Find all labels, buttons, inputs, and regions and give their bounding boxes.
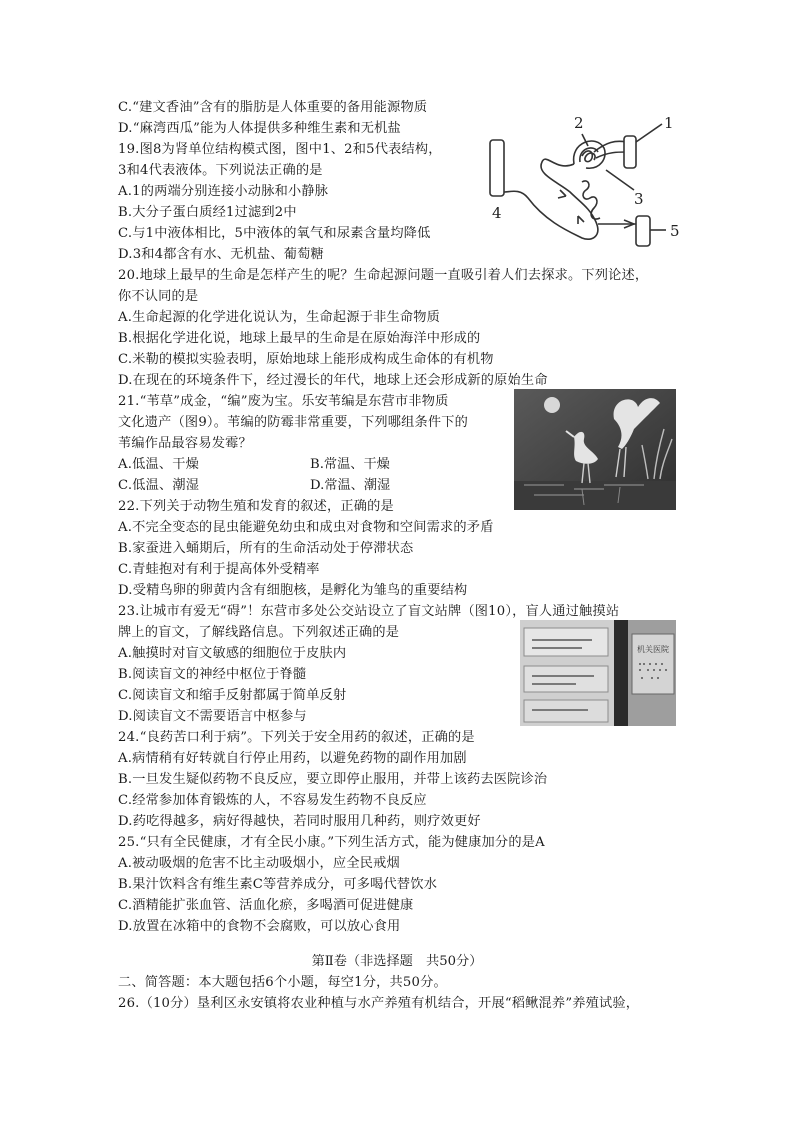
nephron-diagram	[486, 112, 706, 262]
q19-stem-2: 3和4代表液体。下列说法正确的是	[118, 163, 323, 178]
q26-stem: 26.（10分）垦利区永安镇将农业种植与水产养殖有机结合，开展“稻鳅混养”养殖试验，	[118, 996, 640, 1011]
q19-option-d: D.3和4都含有水、无机盐、葡萄糖	[118, 247, 324, 262]
q19-option-a: A.1的两端分别连接小动脉和小静脉	[118, 184, 329, 199]
q20-option-c: C.米勒的模拟实验表明，原始地球上能形成构成生命体的有机物	[118, 352, 494, 367]
q23-option-c: C.阅读盲文和缩手反射都属于简单反射	[118, 688, 347, 703]
q21-stem-2: 文化遗产（图9）。苇编的防霉非常重要，下列哪组条件下的	[118, 415, 469, 430]
q23-option-d: D.阅读盲文不需要语言中枢参与	[118, 709, 307, 724]
q20-stem-2: 你不认同的是	[118, 289, 199, 304]
q21-stem-1: 21.“苇草”成金，“编”废为宝。乐安苇编是东营市非物质	[118, 394, 449, 409]
q23-option-b: B.阅读盲文的神经中枢位于脊髓	[118, 667, 307, 682]
q19-stem-1: 19.图8为肾单位结构模式图，图中1、2和5代表结构，	[118, 142, 442, 157]
q25-stem: 25.“只有全民健康，才有全民小康。”下列生活方式，能为健康加分的是A	[118, 835, 545, 850]
q24-stem: 24.“良药苦口利于病”。下列关于安全用药的叙述，正确的是	[118, 730, 475, 745]
braille-sign-photo	[520, 620, 676, 726]
q19-option-c: C.与1中液体相比，5中液体的氧气和尿素含量均降低	[118, 226, 431, 241]
q22-option-d: D.受精鸟卵的卵黄内含有细胞核，是孵化为雏鸟的重要结构	[118, 583, 468, 598]
label-2: 2	[574, 114, 584, 132]
section-instructions: 二、简答题：本大题包括6个小题，每空1分，共50分。	[118, 975, 447, 990]
q25-option-d: D.放置在冰箱中的食物不会腐败，可以放心食用	[118, 919, 401, 934]
q22-stem: 22.下列关于动物生殖和发育的叙述，正确的是	[118, 499, 394, 514]
q25-option-a: A.被动吸烟的危害不比主动吸烟小，应全民戒烟	[118, 856, 400, 871]
q24-option-c: C.经常参加体育锻炼的人，不容易发生药物不良反应	[118, 793, 427, 808]
q25-option-c: C.酒精能扩张血管、活血化瘀，多喝酒可促进健康	[118, 898, 414, 913]
label-3: 3	[634, 190, 644, 208]
q20-option-b: B.根据化学进化说，地球上最早的生命是在原始海洋中形成的	[118, 331, 481, 346]
q25-option-b: B.果汁饮料含有维生素C等营养成分，可多喝代替饮水	[118, 877, 438, 892]
option-c-line: C.“建文香油”含有的脂肪是人体重要的备用能源物质	[118, 100, 428, 115]
sign-text: 机关医院	[637, 645, 669, 654]
q24-option-d: D.药吃得越多，病好得越快，若同时服用几种药，则疗效更好	[118, 814, 481, 829]
q20-option-a: A.生命起源的化学进化说认为，生命起源于非生命物质	[118, 310, 441, 325]
q21-option-c: C.低温、潮湿	[118, 478, 200, 493]
q21-stem-3: 苇编作品最容易发霉？	[118, 436, 252, 451]
q22-option-b: B.家蚕进入蛹期后，所有的生命活动处于停滞状态	[118, 541, 414, 556]
label-1: 1	[664, 114, 674, 132]
q23-stem-1: 23.让城市有爱无“碍”！东营市多处公交站设立了盲文站牌（图10），盲人通过触摸站	[118, 604, 620, 619]
section-heading: 第Ⅱ卷（非选择题 共50分）	[311, 954, 483, 969]
q20-stem-1: 20.地球上最早的生命是怎样产生的呢？生命起源问题一直吸引着人们去探求。下列论述，	[118, 268, 649, 283]
q24-option-b: B.一旦发生疑似药物不良反应，要立即停止服用，并带上该药去医院诊治	[118, 772, 548, 787]
q20-option-d: D.在现在的环境条件下，经过漫长的年代，地球上还会形成新的原始生命	[118, 373, 548, 388]
label-5: 5	[670, 222, 680, 240]
reed-weaving-photo	[514, 389, 676, 510]
q19-option-b: B.大分子蛋白质经1过滤到2中	[118, 205, 297, 220]
q22-option-c: C.青蛙抱对有利于提高体外受精率	[118, 562, 320, 577]
q24-option-a: A.病情稍有好转就自行停止用药，以避免药物的副作用加剧	[118, 751, 467, 766]
q23-stem-2: 牌上的盲文，了解线路信息。下列叙述正确的是	[118, 625, 400, 640]
q22-option-a: A.不完全变态的昆虫能避免幼虫和成虫对食物和空间需求的矛盾	[118, 520, 494, 535]
option-d-line: D.“麻湾西瓜”能为人体提供多种维生素和无机盐	[118, 121, 401, 136]
label-4: 4	[492, 204, 502, 222]
q21-option-b: B.常温、干燥	[310, 457, 390, 472]
q21-option-a: A.低温、干燥	[118, 457, 200, 472]
q21-option-d: D.常温、潮湿	[310, 478, 391, 493]
q23-option-a: A.触摸时对盲文敏感的细胞位于皮肤内	[118, 646, 347, 661]
